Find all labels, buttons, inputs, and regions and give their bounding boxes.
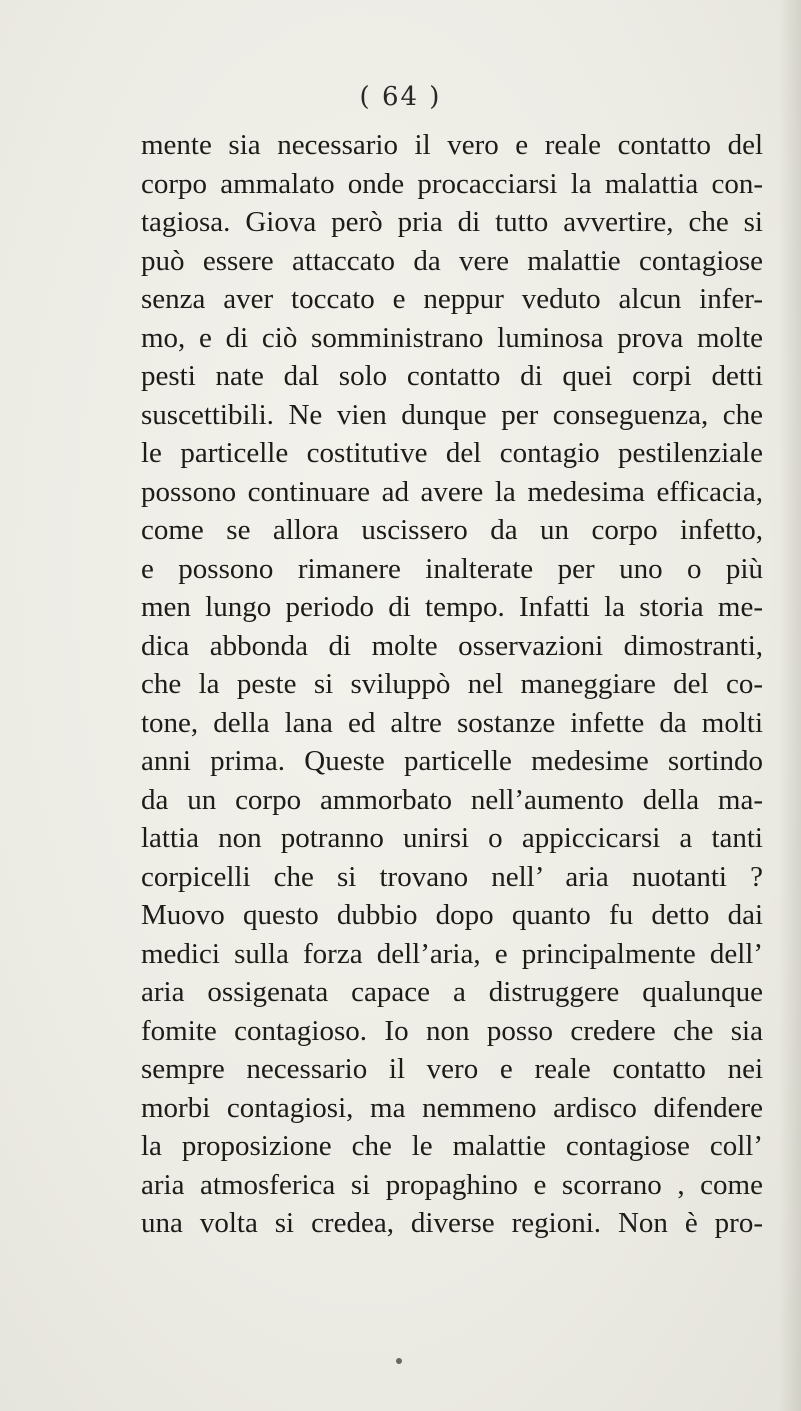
text-line: senza aver toccato e neppur veduto alcun infer- <box>141 283 763 315</box>
text-line: una volta si credea, diverse regioni. Non è pro- <box>141 1207 763 1239</box>
text-line: men lungo periodo di tempo. Infatti la storia me- <box>141 591 763 623</box>
text-line: corpicelli che si trovano nell’ aria nuotanti ? <box>141 860 763 893</box>
text-line: da un corpo ammorbato nell’aumento della ma- <box>141 783 763 816</box>
text-line: dica abbonda di molte osservazioni dimostranti, <box>141 629 763 662</box>
text-line: tagiosa. Giova però pria di tutto avvertire, che si <box>141 206 763 238</box>
text-line: la proposizione che le malattie contagiose coll’ <box>141 1130 763 1162</box>
text-line: medici sulla forza dell’aria, e principalmente dell’ <box>141 937 763 970</box>
text-line: possono continuare ad avere la medesima efficacia, <box>141 475 763 508</box>
text-line: tone, della lana ed altre sostanze infette da molti <box>141 706 763 739</box>
text-line: fomite contagioso. Io non posso credere che sia <box>141 1014 763 1047</box>
text-line: corpo ammalato onde procacciarsi la malattia con- <box>141 167 763 200</box>
text-line: mente sia necessario il vero e reale contatto del <box>141 129 763 161</box>
text-line: mo, e di ciò somministrano luminosa prova molte <box>141 321 763 354</box>
text-line: sempre necessario il vero e reale contatto nei <box>141 1053 763 1085</box>
text-line: lattia non potranno unirsi o appiccicarsi a tanti <box>141 822 763 854</box>
text-line: che la peste si sviluppò nel maneggiare del co- <box>141 668 763 700</box>
text-line: le particelle costitutive del contagio pestilenziale <box>141 437 763 469</box>
ink-speck <box>396 1358 402 1364</box>
page-edge-shadow <box>779 0 801 1411</box>
text-line: aria ossigenata capace a distruggere qualunque <box>141 976 763 1008</box>
text-line: aria atmosferica si propaghino e scorrano , come <box>141 1168 763 1201</box>
text-line: come se allora uscissero da un corpo infetto, <box>141 514 763 546</box>
text-line: pesti nate dal solo contatto di quei corpi detti <box>141 360 763 392</box>
text-line: suscettibili. Ne vien dunque per conseguenza, che <box>141 398 763 431</box>
text-line: Muovo questo dubbio dopo quanto fu detto dai <box>141 899 763 931</box>
text-line: morbi contagiosi, ma nemmeno ardisco difendere <box>141 1091 763 1124</box>
text-line: può essere attaccato da vere malattie contagiose <box>141 244 763 277</box>
body-text <box>141 126 763 1243</box>
page-number: ( 64 ) <box>359 82 442 112</box>
text-line: e possono rimanere inalterate per uno o più <box>141 552 763 585</box>
text-line: anni prima. Queste particelle medesime sortindo <box>141 745 763 777</box>
